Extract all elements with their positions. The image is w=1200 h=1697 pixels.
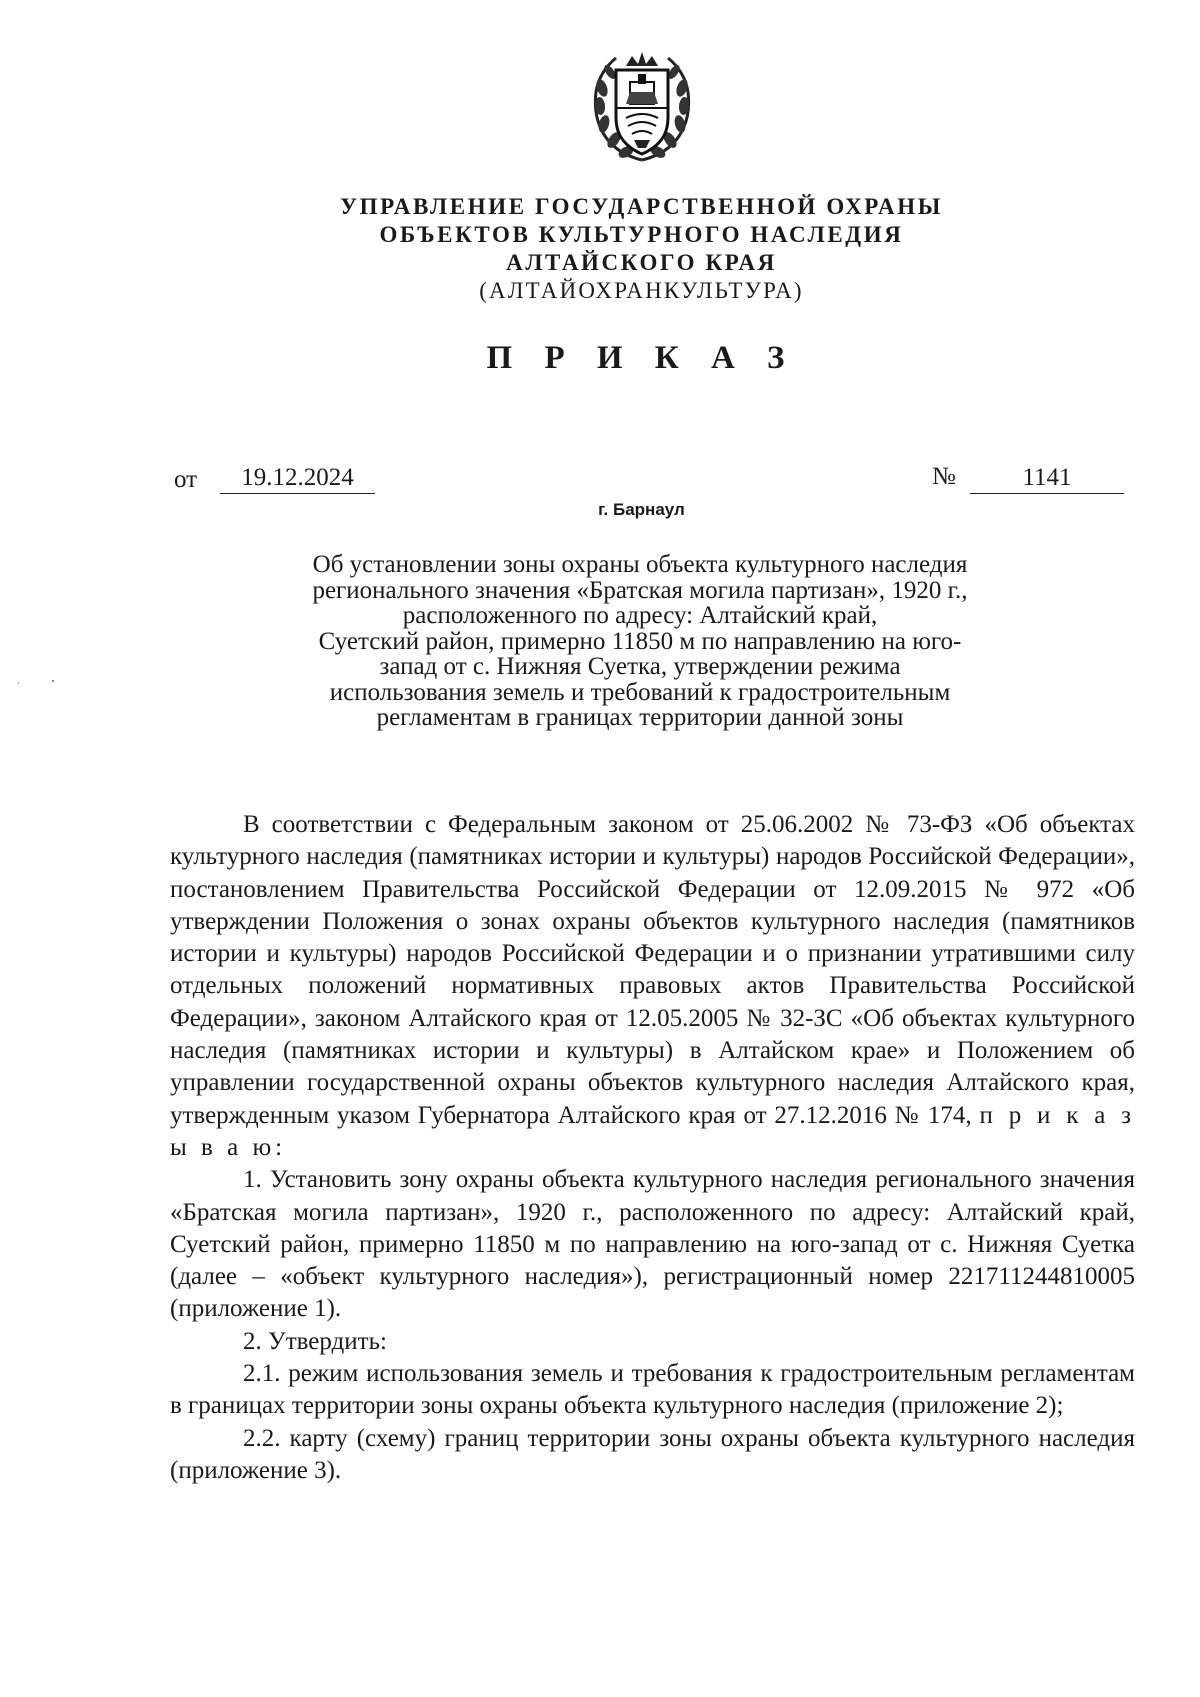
item-2-2: 2.2. карту (схему) границ территории зоны охраны объекта культурного наследия (приложение 3). <box>170 1424 1135 1484</box>
subject-line: регламентам в границах территории данной зоны <box>376 704 904 731</box>
date-label: от <box>174 466 198 493</box>
subject-line: Об установлении зоны охраны объекта культурного наследия <box>312 551 968 578</box>
order-date: 19.12.2024 <box>220 462 375 494</box>
subject-line: Суетский район, примерно 11850 м по направлению на юго- <box>318 627 962 655</box>
agency-line-1: УПРАВЛЕНИЕ ГОСУДАРСТВЕННОЙ ОХРАНЫ <box>340 194 943 219</box>
coat-of-arms-icon <box>586 48 698 168</box>
item-2: 2. Утвердить: <box>243 1327 387 1355</box>
scan-speck <box>18 682 19 684</box>
subject-line: расположенного по адресу: Алтайский край, <box>402 602 878 629</box>
preamble-text: В соответствии с Федеральным законом от 25.06.2002 № 73-ФЗ «Об объектах культурного наследия (памятниках истории и культуры) народов Российской Федерации», постановлением Правительства Российской Федерации от 12.09.2015 № 972 «Об утверждении Положения о зонах охраны объектов культурного наследия (памятников истории и культуры) народов Российской Федерации и о признании утратившими силу отдельных положений нормативных правовых актов Правительства Российской Федерации», законом Алтайского края от 12.05.2005 № 32-ЗС «Об объектах культурного наследия (памятниках истории и культуры) в Алтайском крае» и Положением об управлении государственной охраны объектов культурного наследия Алтайского края, утвержденным указом Губернатора Алтайского края от 27.12.2016 № 174, <box>170 811 1135 1129</box>
order-body <box>170 809 1135 1487</box>
agency-line-2: ОБЪЕКТОВ КУЛЬТУРНОГО НАСЛЕДИЯ <box>379 222 904 247</box>
number-label: № <box>932 463 956 490</box>
subject-line: запад от с. Нижняя Суетка, утверждении режима <box>379 653 901 680</box>
preamble-paragraph <box>170 809 1135 1164</box>
document-title: П Р И К А З <box>486 340 797 376</box>
scan-speck <box>52 680 54 682</box>
agency-abbreviation: (АЛТАЙОХРАНКУЛЬТУРА) <box>479 278 804 303</box>
item-2-1: 2.1. режим использования земель и требования к градостроительным регламентам в границах территории зоны охраны объекта культурного наследия (приложение 2); <box>170 1360 1135 1420</box>
order-subject <box>240 552 1040 731</box>
subject-line: регионального значения «Братская могила партизан», 1920 г., <box>312 576 968 604</box>
subject-line: использования земель и требований к градостроительным <box>329 678 951 706</box>
order-number: 1141 <box>970 462 1124 494</box>
agency-line-3: АЛТАЙСКОГО КРАЯ <box>506 250 777 275</box>
city-name: г. Барнаул <box>598 500 685 519</box>
order-word: п р и к а з ы в а ю: <box>170 1101 1135 1161</box>
item-1: 1. Установить зону охраны объекта культурного наследия регионального значения «Братская могила партизан», 1920 г., расположенного по адресу: Алтайский край, Суетский район, примерно 11850 м по направлению на юго-запад от с. Нижняя Суетка (далее – «объект культурного наследия»), регистрационный номер 221711244810005 (приложение 1). <box>170 1166 1135 1323</box>
agency-name <box>0 193 1200 305</box>
